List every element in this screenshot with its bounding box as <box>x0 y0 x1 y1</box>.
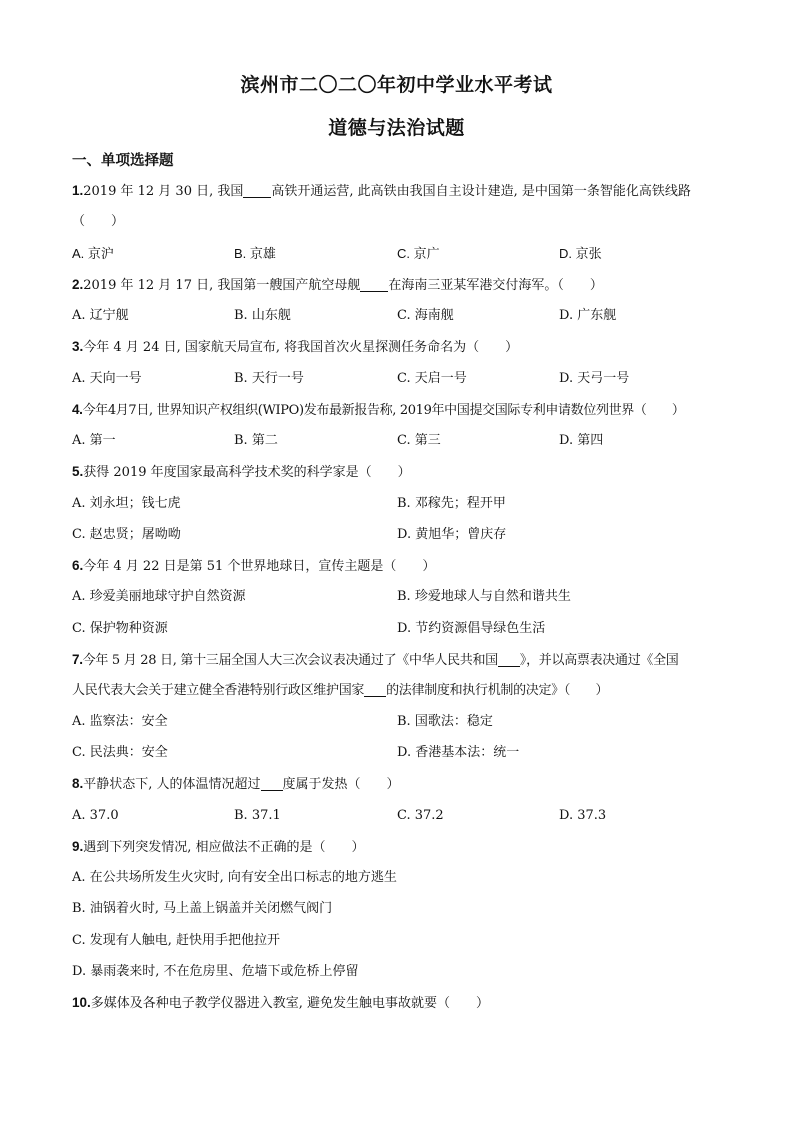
option-d[interactable]: D. 天弓一号 <box>559 371 630 386</box>
question-2: 2.2019 年 12 月 17 日, 我国第一艘国产航空母舰 在海南三亚某军港交付海军。（ ） <box>72 277 603 293</box>
option-b[interactable]: B. 山东舰 <box>234 308 291 323</box>
fill-blank <box>360 277 388 292</box>
question-9: 9.遇到下列突发情况, 相应做法不正确的是（ ） <box>72 839 365 855</box>
question-6: 6.今年 4 月 22 日是第 51 个世界地球日，宣传主题是（ ） <box>72 558 436 574</box>
option-d[interactable]: D. 节约资源倡导绿色生活 <box>397 621 546 636</box>
option-a[interactable]: A. 珍爱美丽地球守护自然资源 <box>72 589 246 604</box>
option-c[interactable]: C. 保护物种资源 <box>72 621 168 636</box>
fill-blank <box>364 682 386 697</box>
option-d[interactable]: D. 黄旭华；曾庆存 <box>397 527 507 542</box>
section-heading: 一、单项选择题 <box>72 153 174 169</box>
option-c[interactable]: C. 民法典：安全 <box>72 745 168 760</box>
option-d[interactable]: D. 香港基本法：统一 <box>397 745 520 760</box>
option-b[interactable]: B. 珍爱地球人与自然和谐共生 <box>397 589 571 604</box>
question-number: 9. <box>72 839 84 854</box>
option-a[interactable]: A. 刘永坦；钱七虎 <box>72 496 181 511</box>
option-b[interactable]: B. 第二 <box>234 433 278 448</box>
option-a[interactable]: A. 第一 <box>72 433 116 448</box>
question-number: 2. <box>72 277 84 292</box>
option-c[interactable]: C. 37.2 <box>397 808 444 823</box>
fill-blank <box>261 776 283 791</box>
option-d[interactable]: D. 第四 <box>559 433 604 448</box>
fill-blank <box>243 183 271 198</box>
option-a[interactable]: A. 监察法：安全 <box>72 714 168 729</box>
option-a[interactable]: A. 37.0 <box>72 808 119 823</box>
question-1: 1.2019 年 12 月 30 日, 我国 高铁开通运营, 此高铁由我国自主设计建造, 是中国第一条智能化高铁线路 <box>72 183 691 199</box>
question-5: 5.获得 2019 年度国家最高科学技术奖的科学家是（ ） <box>72 464 411 480</box>
option-b[interactable]: B. 京雄 <box>234 246 276 261</box>
question-number: 1. <box>72 183 84 198</box>
question-8: 8.平静状态下, 人的体温情况超过 度属于发热（ ） <box>72 776 400 792</box>
option-c[interactable]: C. 海南舰 <box>397 308 454 323</box>
option-b[interactable]: B. 邓稼先；程开甲 <box>397 496 506 511</box>
question-number: 4. <box>72 402 83 417</box>
option-a[interactable]: A. 京沪 <box>72 246 114 261</box>
exam-title: 滨州市二〇二〇年初中学业水平考试 <box>240 74 553 96</box>
question-3: 3.今年 4 月 24 日, 国家航天局宣布, 将我国首次火星探测任务命名为（ ） <box>72 339 519 355</box>
option-a[interactable]: A. 在公共场所发生火灾时, 向有安全出口标志的地方逃生 <box>72 870 397 885</box>
option-d[interactable]: D. 广东舰 <box>559 308 617 323</box>
question-4: 4.今年4月7日, 世界知识产权组织(WIPO)发布最新报告称, 2019年中国提交国际专利申请数位列世界（ ） <box>72 402 685 418</box>
option-a[interactable]: A. 辽宁舰 <box>72 308 129 323</box>
option-c[interactable]: C. 赵忠贤；屠呦呦 <box>72 527 181 542</box>
option-d[interactable]: D. 37.3 <box>559 808 607 823</box>
question-number: 10. <box>72 995 91 1010</box>
question-7-line-2: 人民代表大会关于建立健全香港特别行政区维护国家 的法律制度和执行机制的决定》（ ） <box>72 683 609 698</box>
question-number: 3. <box>72 339 84 354</box>
option-c[interactable]: C. 京广 <box>397 246 440 261</box>
question-10: 10.多媒体及各种电子教学仪器进入教室, 避免发生触电事故就要（ ） <box>72 995 490 1011</box>
question-7-line-1: 7.今年 5 月 28 日, 第十三届全国人大三次会议表决通过了《中华人民共和国 》，并以高票表决通过《全国 <box>72 652 679 668</box>
option-b[interactable]: B. 37.1 <box>234 808 281 823</box>
option-c[interactable]: C. 发现有人触电, 赶快用手把他拉开 <box>72 933 281 948</box>
question-number: 7. <box>72 652 83 667</box>
fill-blank <box>498 652 520 667</box>
option-d[interactable]: D. 京张 <box>559 246 602 261</box>
option-b[interactable]: B. 天行一号 <box>234 371 304 386</box>
question-number: 8. <box>72 776 84 791</box>
question-number: 5. <box>72 464 84 479</box>
option-d[interactable]: D. 暴雨袭来时, 不在危房里、危墙下或危桥上停留 <box>72 964 359 979</box>
option-c[interactable]: C. 天启一号 <box>397 371 467 386</box>
option-a[interactable]: A. 天向一号 <box>72 371 142 386</box>
answer-paren: （ ） <box>72 214 125 229</box>
option-c[interactable]: C. 第三 <box>397 433 441 448</box>
question-number: 6. <box>72 558 84 573</box>
option-b[interactable]: B. 国歌法：稳定 <box>397 714 493 729</box>
option-b[interactable]: B. 油锅着火时, 马上盖上锅盖并关闭燃气阀门 <box>72 901 333 916</box>
exam-subtitle: 道德与法治试题 <box>328 117 465 139</box>
